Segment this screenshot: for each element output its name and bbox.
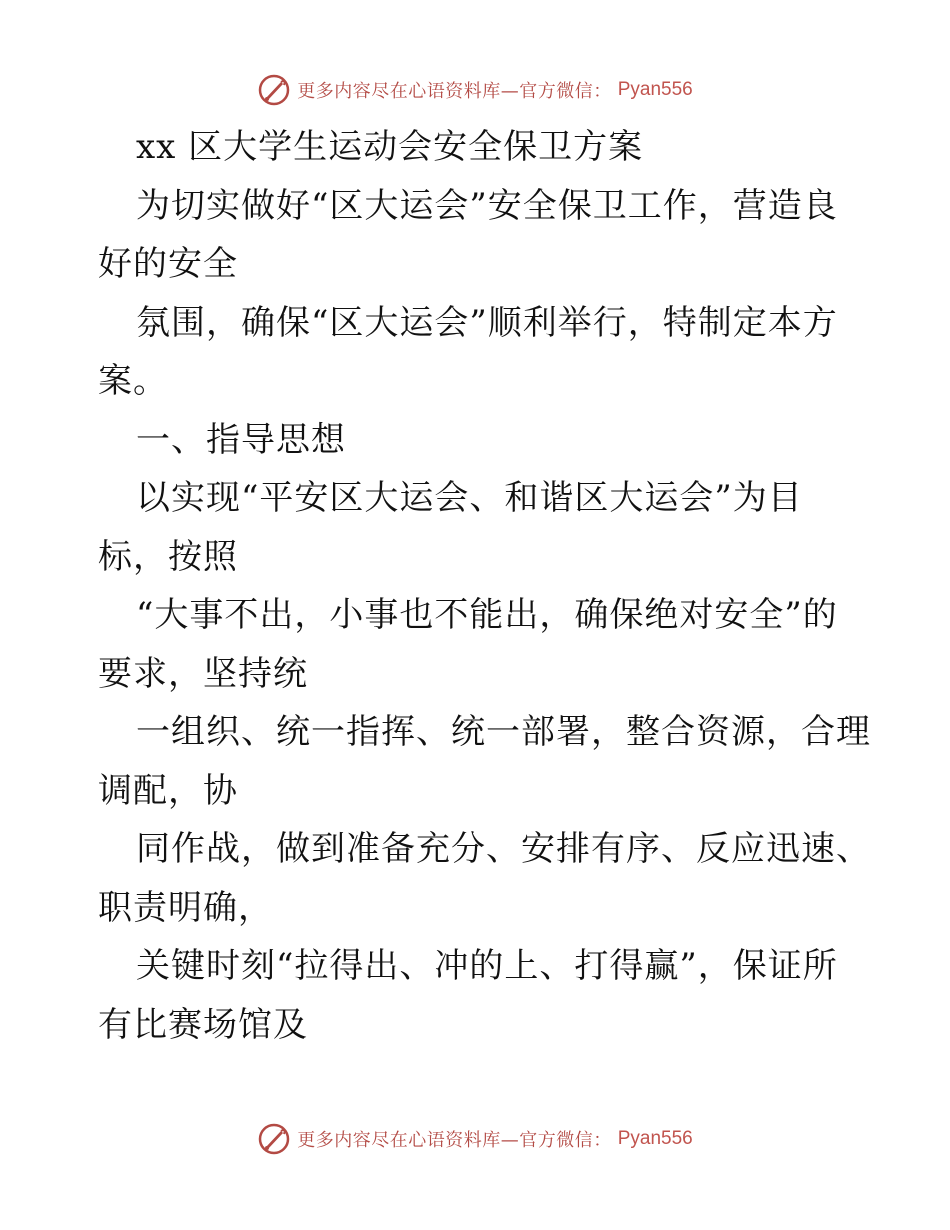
footer-watermark-banner — [0, 1119, 950, 1159]
quill-logo-icon — [257, 73, 291, 107]
text-line: 职责明确， — [98, 887, 273, 928]
text-line: 同作战，做到准备充分、安排有序、反应迅速、 — [136, 829, 871, 869]
section-heading: 一、指导思想 — [136, 419, 346, 460]
text-line: 氛围，确保“区大运会”顺利举行，特制定本方 — [136, 302, 838, 343]
text-line: “大事不出，小事也不能出，确保绝对安全”的 — [136, 595, 838, 635]
text-line: 以实现“平安区大运会、和谐区大运会”为目 — [136, 478, 803, 518]
document-body — [98, 118, 871, 1054]
text-line: 为切实做好“区大运会”安全保卫工作，营造良 — [136, 185, 838, 226]
text-line: 一组织、统一指挥、统一部署，整合资源，合理 — [136, 712, 871, 752]
text-line: 有比赛场馆及 — [98, 1004, 308, 1045]
text-line: 好的安全 — [98, 244, 238, 284]
quill-logo-icon — [257, 1122, 291, 1156]
text-line: 关键时刻“拉得出、冲的上、打得赢”，保证所 — [136, 946, 838, 986]
header-watermark-banner — [0, 70, 950, 110]
text-line: 调配，协 — [98, 770, 238, 811]
document-title: xx 区大学生运动会安全保卫方案 — [136, 127, 644, 167]
text-line: 案。 — [98, 361, 168, 401]
banner-text: 更多内容尽在心语资料库—官方微信： — [297, 1130, 612, 1151]
banner-wechat-id: Pyan556 — [617, 79, 693, 100]
text-line: 标，按照 — [98, 536, 238, 577]
banner-wechat-id: Pyan556 — [617, 1128, 693, 1149]
text-line: 要求，坚持统 — [98, 653, 308, 694]
banner-text: 更多内容尽在心语资料库—官方微信： — [297, 81, 612, 102]
